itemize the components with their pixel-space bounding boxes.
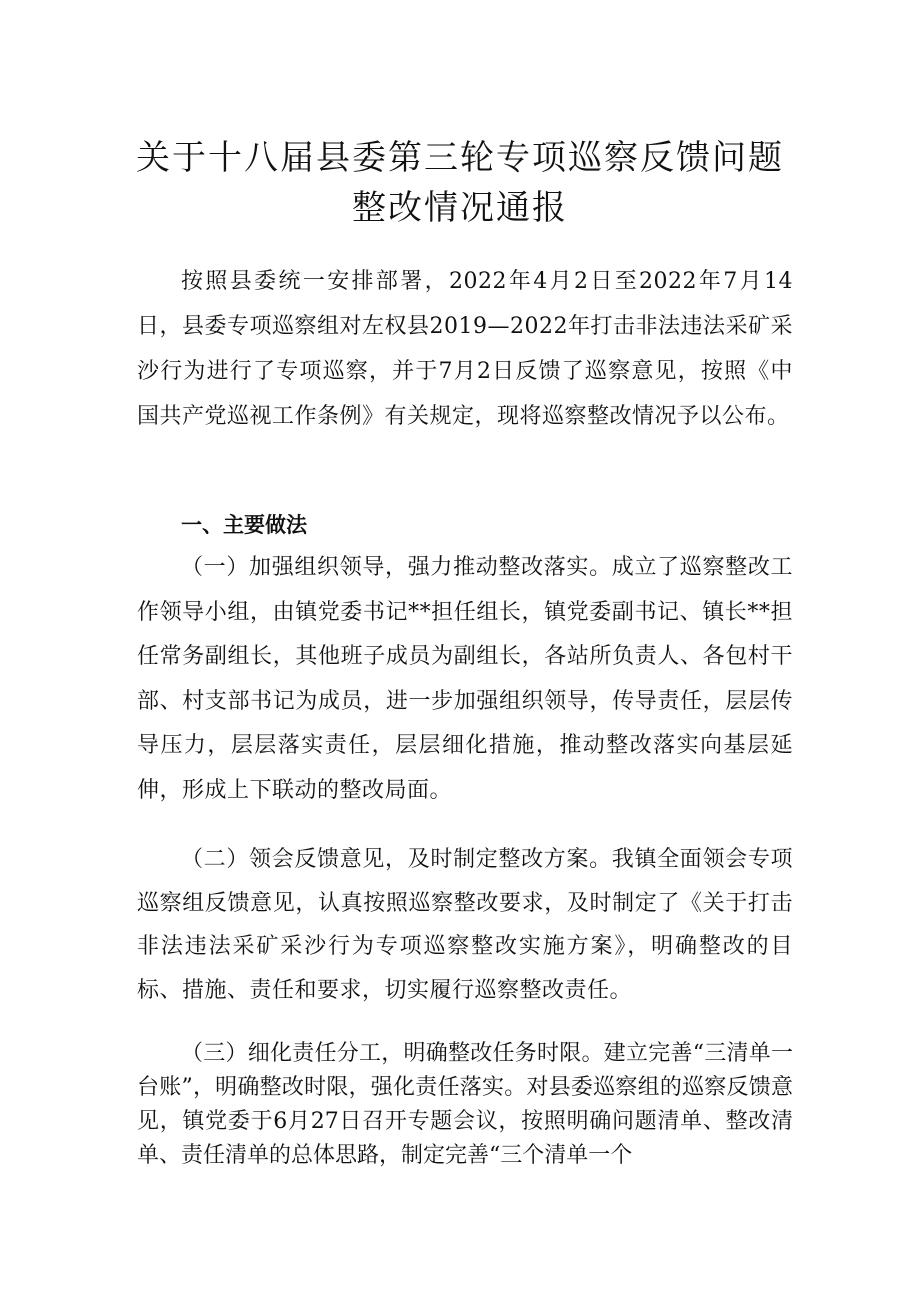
document-title-line1: 关于十八届县委第三轮专项巡察反馈问题 bbox=[136, 138, 784, 178]
intro-paragraph: 按照县委统一安排部署，2022年4月2日至2022年7月14日，县委专项巡察组对左权县2019—2022年打击非法违法采矿采沙行为进行了专项巡察，并于7月2日反馈了巡察意见，按照《中国共产党巡视工作条例》有关规定，现将巡察整改情况予以公布。 bbox=[137, 269, 793, 429]
section-heading-main-practices: 一、主要做法 bbox=[181, 513, 307, 537]
document-title-line2: 整改情况通报 bbox=[352, 188, 568, 228]
paragraph-item-3: （三）细化责任分工，明确整改任务时限。建立完善“三清单一台账”，明确整改时限，强化责任落实。对县委巡察组的巡察反馈意见，镇党委于6月27日召开专题会议，按照明确问题清单、整改清单、责任清单的总体思路，制定完善“三个清单一个 bbox=[137, 1041, 793, 1168]
paragraph-item-1: （一）加强组织领导，强力推动整改落实。成立了巡察整改工作领导小组，由镇党委书记**担任组长，镇党委副书记、镇长**担任常务副组长，其他班子成员为副组长，各站所负责人、各包村干部、村支部书记为成员，进一步加强组织领导，传导责任，层层传导压力，层层落实责任，层层细化措施，推动整改落实向基层延伸，形成上下联动的整改局面。 bbox=[137, 555, 793, 803]
paragraph-item-2: （二）领会反馈意见，及时制定整改方案。我镇全面领会专项巡察组反馈意见，认真按照巡察整改要求，及时制定了《关于打击非法违法采矿采沙行为专项巡察整改实施方案》，明确整改的目标、措施、责任和要求，切实履行巡察整改责任。 bbox=[137, 847, 793, 1003]
